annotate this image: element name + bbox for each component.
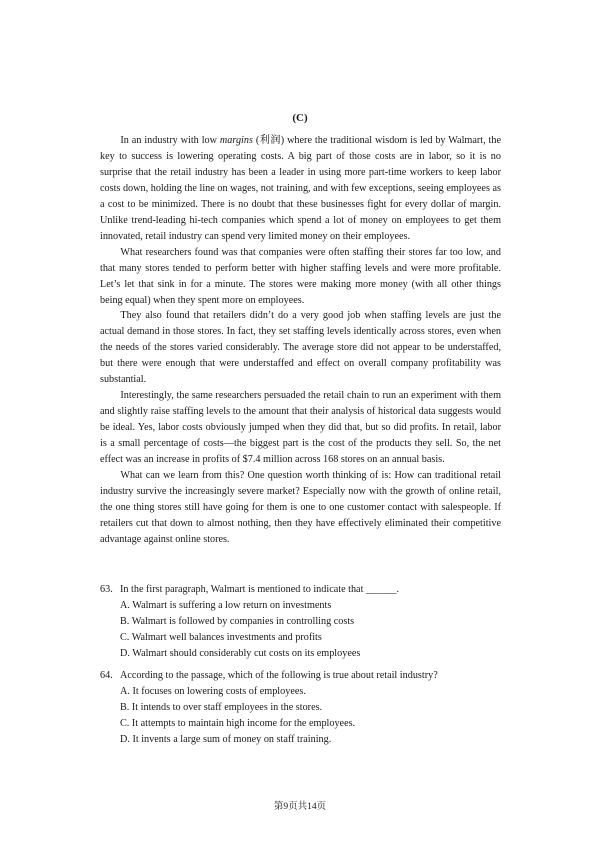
question-63 xyxy=(100,582,501,662)
option-d: D. Walmart should considerably cut costs on its employees xyxy=(120,647,361,659)
answer-options xyxy=(120,598,501,662)
question-stem xyxy=(100,582,501,598)
option-b: B. Walmart is followed by companies in controlling costs xyxy=(120,615,355,627)
question-number: 63. xyxy=(100,584,113,595)
reading-passage xyxy=(100,133,501,548)
section-heading: (C) xyxy=(292,112,308,124)
option-d: D. It invents a large sum of money on staff training. xyxy=(120,733,332,745)
question-64 xyxy=(100,668,501,748)
option-a: A. It focuses on lowering costs of employees. xyxy=(120,685,306,697)
paragraph-5: What can we learn from this? One question worth thinking of is: How can traditional retail industry survive the increasingly severe market? Especially now with the growth of online retail, the one thing stores still have going for them is one to one customer contact with salespeople. If retailers cut that down to almost nothing, then they have effectively eliminated their competitive advantage against online stores. xyxy=(100,470,501,545)
paragraph-1-text-before: In an industry with low xyxy=(120,135,220,146)
paragraph-3: They also found that retailers didn’t do a very good job when staffing levels are just the actual demand in those stores. In fact, they set staffing levels identically across stores, even when the needs of the stores varied considerably. The average store did not appear to be understaffed, but there were enough that were understaffed and effect on overall company profitability was substantial. xyxy=(100,310,501,386)
option-c: C. Walmart well balances investments and profits xyxy=(120,631,322,643)
question-text: In the first paragraph, Walmart is mentioned to indicate that ______. xyxy=(120,584,400,595)
question-stem xyxy=(100,668,501,684)
paragraph-1 xyxy=(100,133,501,245)
margins-term: margins xyxy=(219,135,253,146)
paragraph-1-text-after: (利润) where the traditional wisdom is led by Walmart, the key to success is lowering operating costs. A big part of those costs are in labor, so it is no surprise that the retail industry has been a leader in using more part-time workers to keep labor costs down, holding the line on wages, not training, and with few exceptions, seeing employees as a cost to be minimized. There is no doubt that these businesses fight for every dollar of margin. Unlike trend-leading hi-tech companies which spend a lot of money on employees to get them innovated, retail industry can spend very limited money on their employees. xyxy=(100,135,501,242)
option-b: B. It intends to over staff employees in the stores. xyxy=(120,701,323,713)
option-a: A. Walmart is suffering a low return on investments xyxy=(120,599,332,611)
answer-options xyxy=(120,684,501,748)
question-text: According to the passage, which of the following is true about retail industry? xyxy=(120,670,438,681)
page-number-footer: 第9页共14页 xyxy=(273,802,327,812)
option-c: C. It attempts to maintain high income for the employees. xyxy=(120,717,356,729)
paragraph-2: What researchers found was that companies were often staffing their stores far too low, and that many stores tended to perform better with higher staffing levels and were more profitable. Let’s let that sink in for a minute. The stores were making more money (with all other things being equal) when they spent more on employees. xyxy=(100,246,501,306)
paragraph-4: Interestingly, the same researchers persuaded the retail chain to run an experiment with them and slightly raise staffing levels to the amount that their analysis of historical data suggests would be ideal. Yes, labor costs obviously jumped when they did that, but so did profits. In retail, labor is a small percentage of costs—the biggest part is the cost of the products they sell. So, the net effect was an increase in profits of $7.4 million across 168 stores on an annual basis. xyxy=(100,390,501,466)
question-number: 64. xyxy=(100,670,113,681)
